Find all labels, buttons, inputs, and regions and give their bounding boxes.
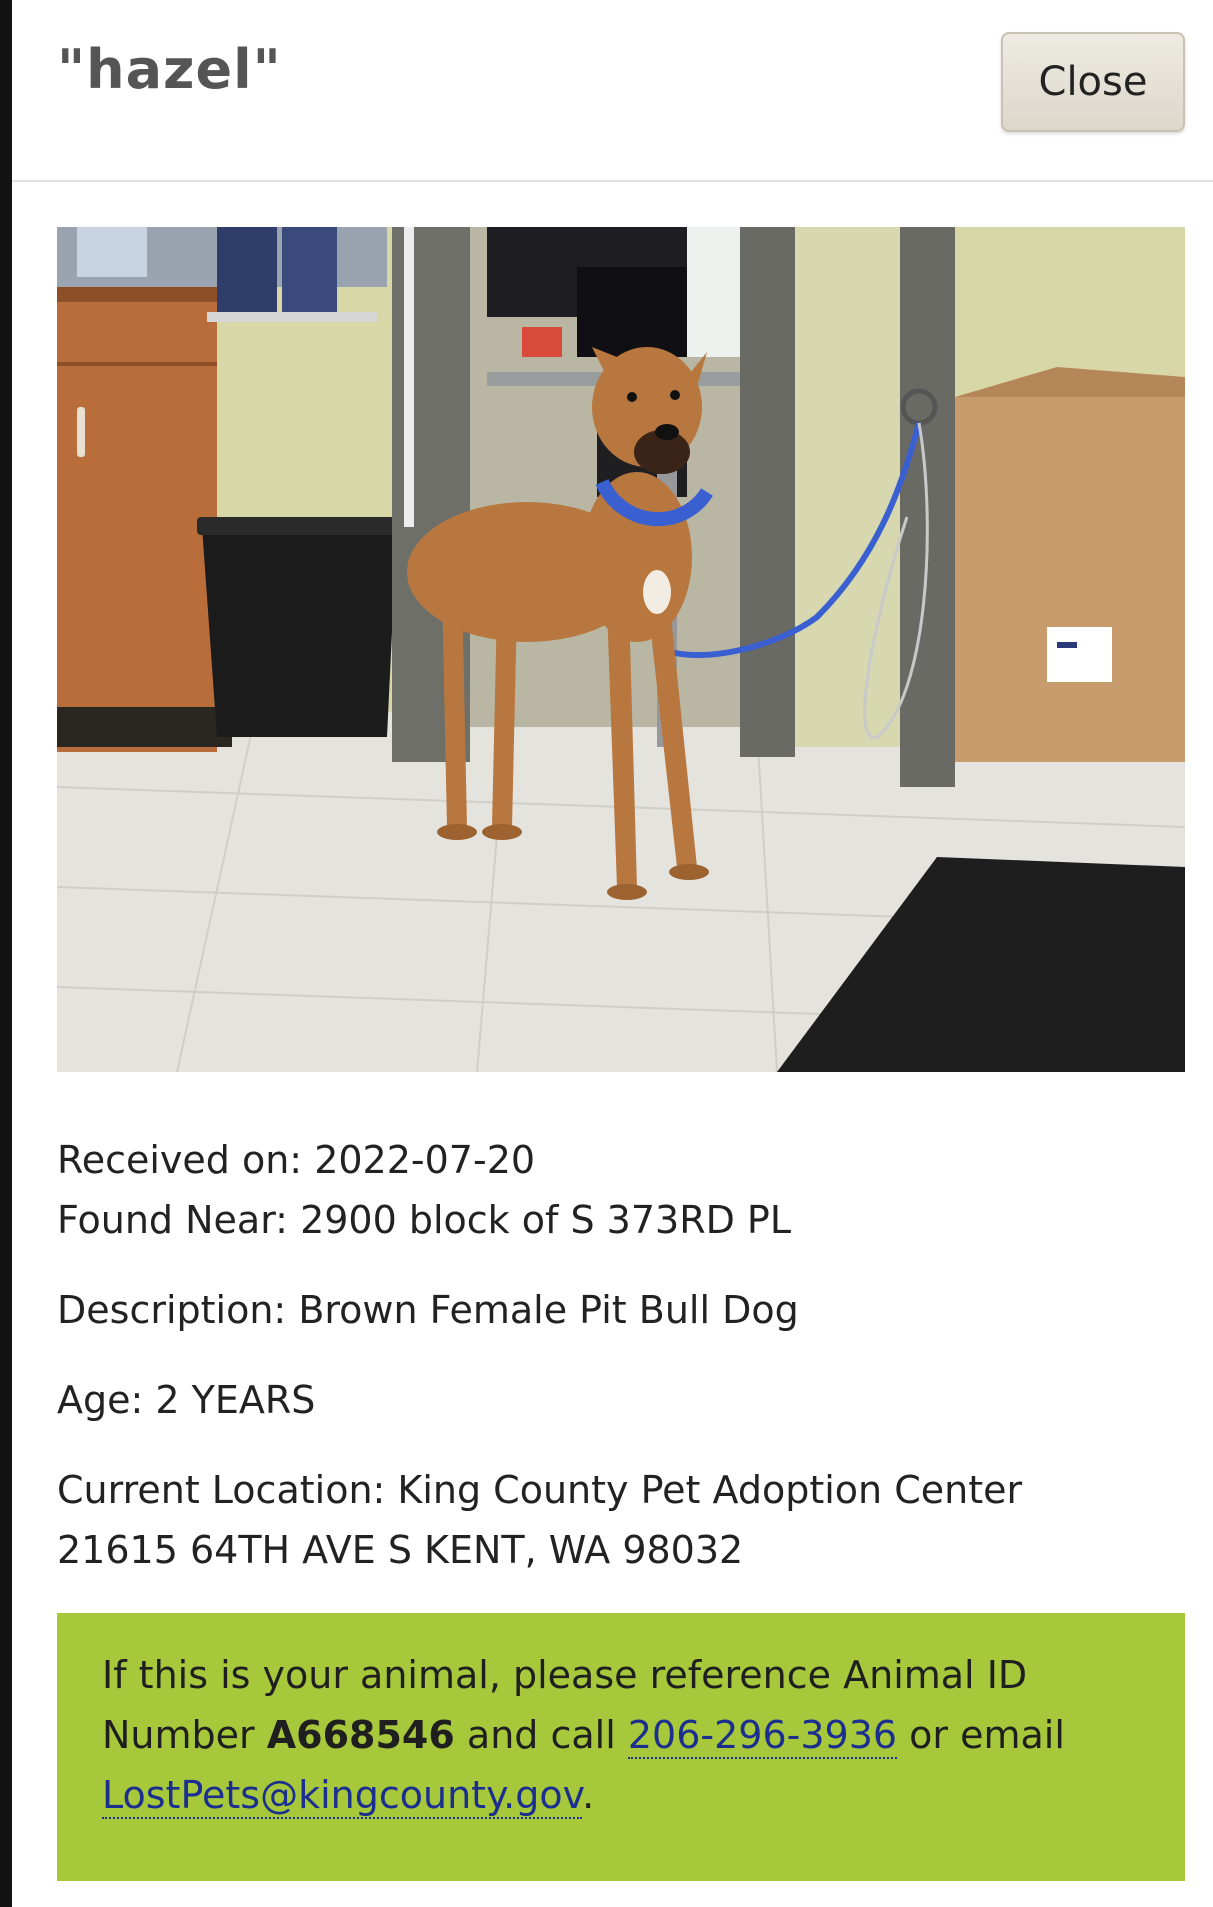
- close-button[interactable]: Close: [1001, 32, 1185, 132]
- notice-text-email: or email: [909, 1713, 1065, 1757]
- found-near-label: Found Near:: [57, 1198, 288, 1242]
- dialog-header: [12, 0, 1213, 182]
- animal-id-number: A668546: [266, 1713, 455, 1757]
- contact-notice: [57, 1613, 1185, 1881]
- animal-name-title: "hazel": [57, 38, 282, 101]
- age-value: 2 YEARS: [155, 1378, 316, 1422]
- age-label: Age:: [57, 1378, 144, 1422]
- age-row: [57, 1370, 1185, 1430]
- found-near-value: 2900 block of S 373RD PL: [300, 1198, 792, 1242]
- location-address: 21615 64TH AVE S KENT, WA 98032: [57, 1528, 744, 1572]
- animal-photo: [57, 227, 1185, 1072]
- notice-text-call: and call: [466, 1713, 616, 1757]
- current-location-label: Current Location:: [57, 1468, 386, 1512]
- found-near-row: [57, 1190, 1185, 1250]
- received-row: [57, 1130, 1185, 1190]
- current-location-row: [57, 1460, 1185, 1520]
- phone-link[interactable]: 206-296-3936: [627, 1713, 898, 1757]
- received-value: 2022-07-20: [314, 1138, 536, 1182]
- animal-detail-dialog: [12, 0, 1213, 1907]
- email-link[interactable]: LostPets@kingcounty.gov: [102, 1773, 583, 1817]
- description-label: Description:: [57, 1288, 287, 1332]
- animal-details: [57, 1130, 1185, 1580]
- current-location-value: King County Pet Adoption Center: [397, 1468, 1023, 1512]
- notice-text-intro: If this is your animal, please reference Animal ID Number: [102, 1653, 1028, 1757]
- notice-period: .: [582, 1773, 595, 1817]
- description-value: Brown Female Pit Bull Dog: [298, 1288, 799, 1332]
- description-row: [57, 1280, 1185, 1340]
- received-label: Received on:: [57, 1138, 303, 1182]
